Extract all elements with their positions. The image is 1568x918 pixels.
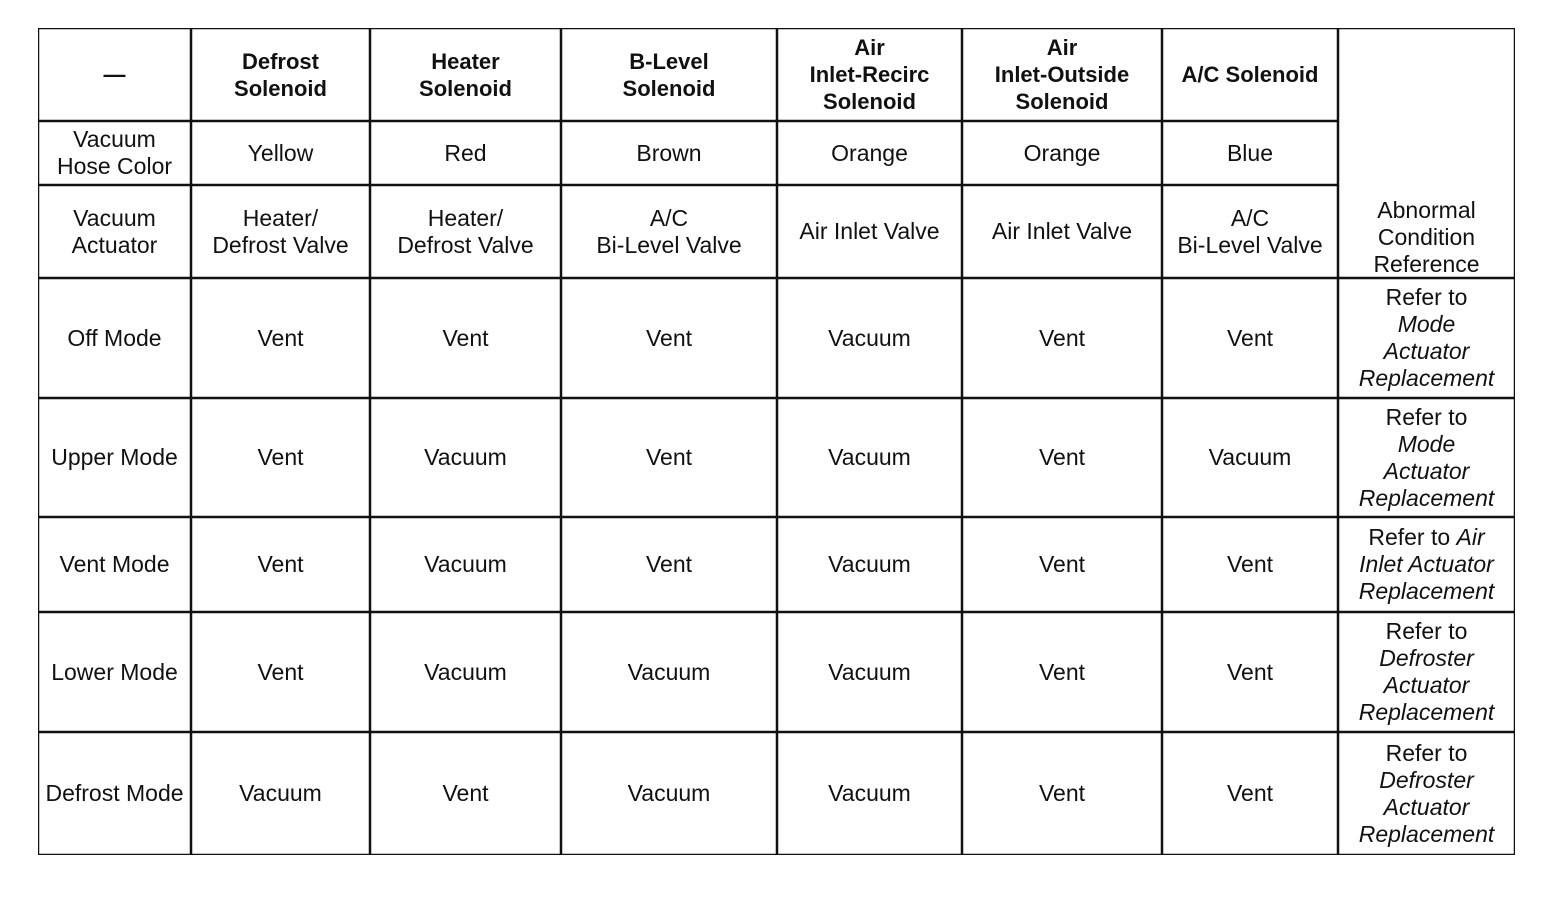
column-header: Air Inlet-Outside Solenoid bbox=[994, 35, 1130, 114]
table-cell: Vent bbox=[257, 551, 304, 577]
reference-prefix: Refer to bbox=[1385, 739, 1468, 766]
table-cell: Vent bbox=[257, 658, 304, 685]
table-cell: Vent bbox=[1226, 658, 1274, 685]
table-cell: Vacuum bbox=[828, 551, 911, 577]
column-header: Air Inlet-Recirc Solenoid bbox=[809, 35, 930, 114]
mode-label: Upper Mode bbox=[51, 444, 178, 470]
table-cell: Vacuum bbox=[627, 780, 711, 806]
table-cell: Vent bbox=[1038, 551, 1086, 577]
reference-procedure: Mode Actuator Replacement bbox=[1358, 311, 1495, 391]
table-cell: Vent bbox=[1226, 551, 1274, 577]
table-cell: Vent bbox=[442, 780, 489, 806]
mode-label: Vent Mode bbox=[59, 551, 170, 577]
reference-procedure: Air Inlet Actuator Replacement bbox=[1358, 524, 1495, 604]
table-cell: Vacuum bbox=[424, 658, 507, 685]
reference-prefix: Refer to bbox=[1385, 284, 1468, 310]
table-cell: Vacuum bbox=[828, 658, 911, 685]
table-cell: Vacuum bbox=[424, 551, 507, 577]
row-label: Vacuum Actuator bbox=[71, 204, 158, 258]
reference-text bbox=[1359, 618, 1495, 726]
solenoid-vacuum-table bbox=[38, 28, 1515, 855]
reference-text bbox=[1359, 404, 1495, 512]
reference-procedure: Defroster Actuator Replacement bbox=[1358, 645, 1495, 725]
table-cell: Blue bbox=[1226, 139, 1274, 166]
table-cell: Vacuum bbox=[1208, 444, 1292, 470]
table-cell: Vent bbox=[1226, 780, 1274, 806]
reference-prefix: Refer to bbox=[1385, 403, 1468, 430]
reference-procedure: Defroster Actuator Replacement bbox=[1358, 766, 1495, 847]
column-header: Heater Solenoid bbox=[419, 48, 512, 101]
abnormal-condition-ref bbox=[1338, 732, 1515, 855]
table-cell: Air Inlet Valve bbox=[799, 218, 940, 244]
reference-procedure: Mode Actuator Replacement bbox=[1358, 430, 1495, 511]
table-cell: Vent bbox=[1038, 444, 1086, 470]
column-header: B-Level Solenoid bbox=[622, 48, 716, 101]
abnormal-condition-ref bbox=[1338, 612, 1515, 732]
column-header: A/C Solenoid bbox=[1181, 62, 1319, 87]
table-cell: Brown bbox=[636, 139, 702, 166]
table-cell: Vacuum bbox=[627, 658, 711, 685]
table-cell: Vent bbox=[1038, 658, 1086, 685]
abnormal-condition-ref bbox=[1338, 278, 1515, 398]
table-cell: A/C Bi-Level Valve bbox=[1177, 204, 1323, 258]
reference-prefix: Refer to bbox=[1385, 618, 1468, 644]
mode-label: Lower Mode bbox=[51, 658, 178, 685]
table-cell: Vent bbox=[645, 444, 693, 470]
table-cell: Vent bbox=[1038, 780, 1086, 806]
abnormal-condition-ref bbox=[1338, 398, 1515, 517]
table-cell: Yellow bbox=[247, 139, 314, 166]
table-cell: A/C Bi-Level Valve bbox=[596, 204, 742, 258]
mode-label: Defrost Mode bbox=[45, 780, 184, 806]
abnormal-condition-ref bbox=[1338, 517, 1515, 612]
table-cell: Vent bbox=[645, 551, 693, 577]
table-cell: Vent bbox=[645, 324, 693, 351]
column-header: Defrost Solenoid bbox=[234, 48, 327, 101]
table-cell: Vent bbox=[1226, 324, 1274, 351]
table-cell: Heater/ Defrost Valve bbox=[397, 204, 534, 258]
table-cell: Vacuum bbox=[828, 780, 911, 806]
table-cell: Orange bbox=[831, 139, 908, 166]
table-cell: Vacuum bbox=[828, 324, 911, 351]
table-cell: Vacuum bbox=[828, 444, 911, 470]
mode-label: Off Mode bbox=[67, 324, 162, 351]
row-label: Vacuum Hose Color bbox=[56, 126, 173, 179]
abnormal-condition-header: Abnormal Condition Reference bbox=[1373, 197, 1480, 277]
table-cell: Air Inlet Valve bbox=[991, 218, 1133, 244]
reference-text bbox=[1359, 284, 1495, 392]
reference-prefix: Refer to bbox=[1368, 524, 1451, 550]
table-cell: Vacuum bbox=[424, 444, 507, 470]
table-cell: Vent bbox=[442, 324, 489, 351]
table-cell: Vent bbox=[1038, 324, 1086, 351]
table-cell: Orange bbox=[1023, 139, 1101, 166]
table-cell: Heater/ Defrost Valve bbox=[212, 204, 349, 258]
table-cell: Vent bbox=[257, 444, 304, 470]
reference-text bbox=[1359, 524, 1495, 605]
corner-cell: — bbox=[103, 62, 126, 87]
table-cell: Vacuum bbox=[239, 780, 322, 806]
reference-text bbox=[1359, 740, 1495, 848]
table-cell: Vent bbox=[257, 324, 304, 351]
table-cell: Red bbox=[444, 139, 487, 166]
